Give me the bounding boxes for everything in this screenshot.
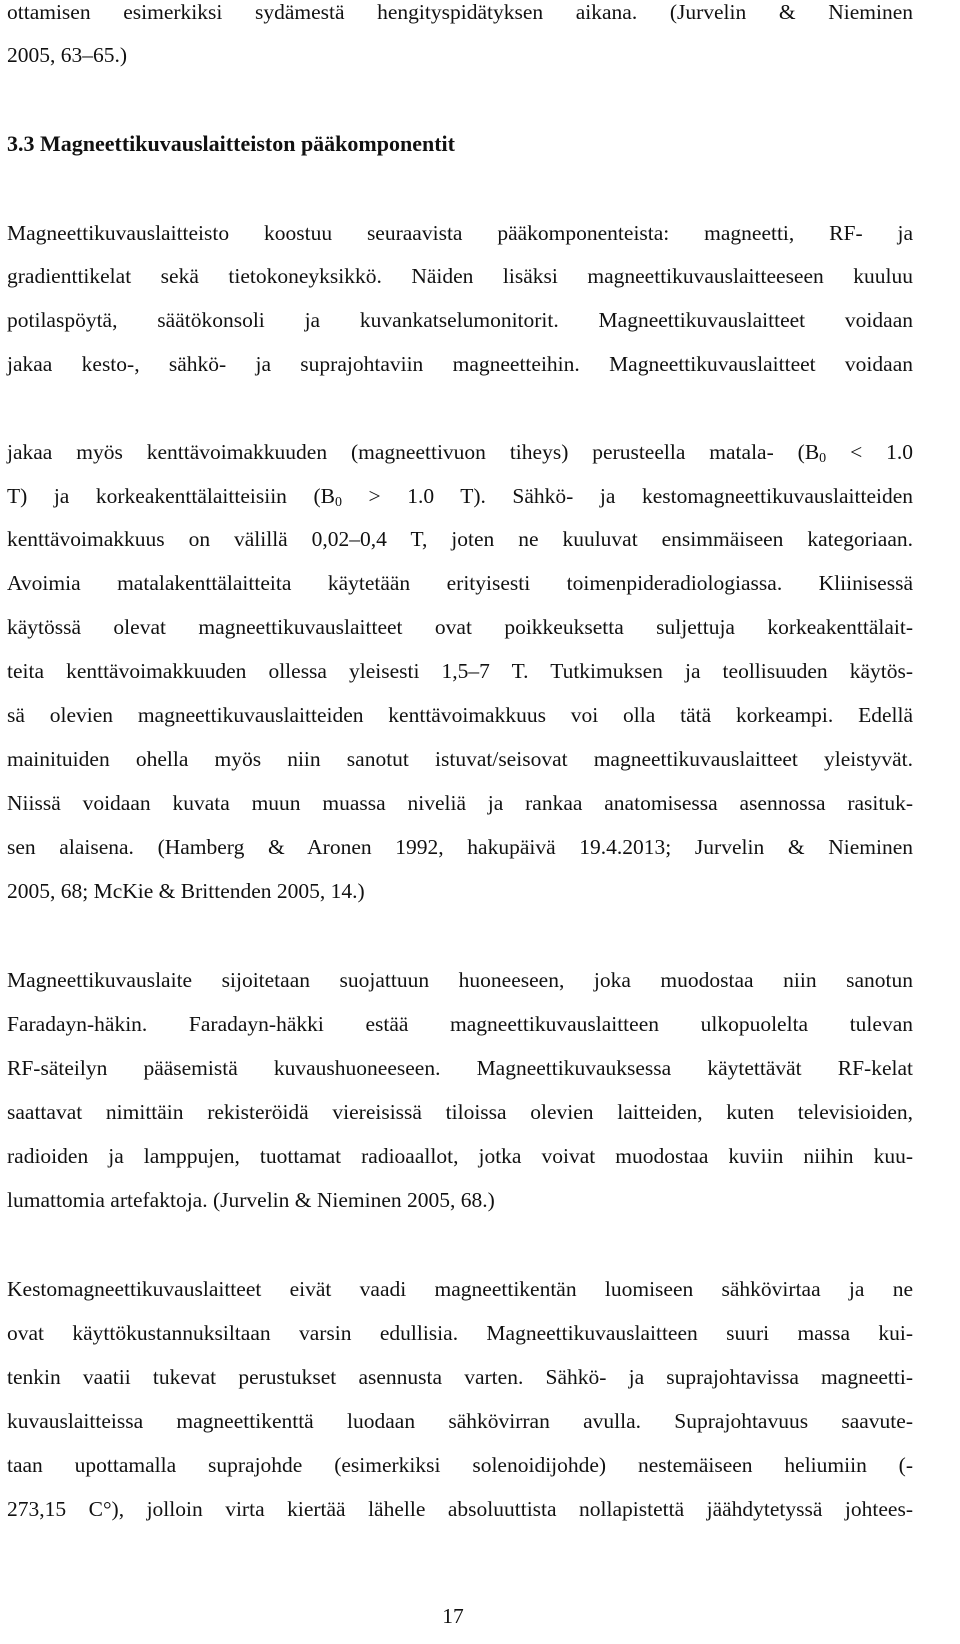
text-line: teita kenttävoimakkuuden ollessa yleisesti 1,5–7 T. Tutkimuksen ja teollisuuden käytös- — [7, 659, 913, 683]
text-run: jakaa myös kenttävoimakkuuden (magneettivuon tiheys) perusteella matala- (B — [7, 440, 820, 464]
text-line — [7, 476, 913, 516]
text-line: 273,15 C°), jolloin virta kiertää lähelle absoluuttista nollapistettä jäähdytetyssä johtees- — [7, 1497, 913, 1521]
text-line: ovat käyttökustannuksiltaan varsin edullisia. Magneettikuvauslaitteen suuri massa kui- — [7, 1321, 913, 1345]
text-line: Niissä voidaan kuvata muun muassa niveliä ja rankaa anatomisessa asennossa rasituk- — [7, 791, 913, 815]
text-line: taan upottamalla suprajohde (esimerkiksi solenoidijohde) nestemäiseen heliumiin (- — [7, 1453, 913, 1477]
text-line: mainituiden ohella myös niin sanotut istuvat/seisovat magneettikuvauslaitteet yleistyvät. — [7, 747, 913, 771]
text-line: saattavat nimittäin rekisteröidä viereisissä tiloissa olevien laitteiden, kuten televisioiden, — [7, 1100, 913, 1124]
text-line: ottamisen esimerkiksi sydämestä hengityspidätyksen aikana. (Jurvelin & Nieminen — [7, 0, 913, 24]
text-line: radioiden ja lamppujen, tuottamat radioaallot, jotka voivat muodostaa kuviin niihin kuu- — [7, 1144, 913, 1168]
text-line: kenttävoimakkuus on välillä 0,02–0,4 T, joten ne kuuluvat ensimmäiseen kategoriaan. — [7, 527, 913, 551]
text-line: Avoimia matalakenttälaitteita käytetään erityisesti toimenpideradiologiassa. Kliinisessä — [7, 571, 913, 595]
text-line: Magneettikuvauslaitteisto koostuu seuraavista pääkomponenteista: magneetti, RF- ja — [7, 221, 913, 245]
text-run: > 1.0 T). Sähkö- ja kestomagneettikuvauslaitteiden — [341, 484, 913, 508]
text-run: < 1.0 — [826, 440, 913, 464]
subscript: 0 — [334, 495, 342, 510]
text-line: Kestomagneettikuvauslaitteet eivät vaadi magneettikentän luomiseen sähkövirtaa ja ne — [7, 1277, 913, 1301]
text-line: 2005, 63–65.) — [7, 43, 128, 67]
section-heading: 3.3 Magneettikuvauslaitteiston pääkomponentit — [7, 131, 455, 156]
text-line: käytössä olevat magneettikuvauslaitteet ovat poikkeuksetta suljettuja korkeakenttälait- — [7, 615, 913, 639]
text-line: lumattomia artefaktoja. (Jurvelin & Nieminen 2005, 68.) — [7, 1188, 495, 1212]
text-line — [7, 432, 913, 472]
text-line: sen alaisena. (Hamberg & Aronen 1992, hakupäivä 19.4.2013; Jurvelin & Nieminen — [7, 835, 913, 859]
text-line: gradienttikelat sekä tietokoneyksikkö. Näiden lisäksi magneettikuvauslaitteeseen kuuluu — [7, 264, 913, 288]
text-line — [7, 387, 913, 427]
text-line: potilaspöytä, säätökonsoli ja kuvankatselumonitorit. Magneettikuvauslaitteet voidaan — [7, 308, 913, 332]
text-line: Magneettikuvauslaite sijoitetaan suojattuun huoneeseen, joka muodostaa niin sanotun — [7, 968, 913, 992]
page-number: 17 — [442, 1604, 464, 1628]
subscript: 0 — [819, 451, 827, 466]
text-run: T) ja korkeakenttälaitteisiin (B — [7, 484, 335, 508]
text-line: tenkin vaatii tukevat perustukset asennusta varten. Sähkö- ja suprajohtavissa magneetti- — [7, 1365, 913, 1389]
text-line: RF-säteilyn pääsemistä kuvaushuoneeseen. Magneettikuvauksessa käytettävät RF-kelat — [7, 1056, 913, 1080]
text-line: 2005, 68; McKie & Brittenden 2005, 14.) — [7, 879, 365, 903]
text-line: Faradayn-häkin. Faradayn-häkki estää magneettikuvauslaitteen ulkopuolelta tulevan — [7, 1012, 913, 1036]
text-line: kuvauslaitteissa magneettikenttä luodaan sähkövirran avulla. Suprajohtavuus saavute- — [7, 1409, 913, 1433]
text-line: jakaa kesto-, sähkö- ja suprajohtaviin magneetteihin. Magneettikuvauslaitteet voidaan — [7, 352, 913, 376]
text-line: sä olevien magneettikuvauslaitteiden kenttävoimakkuus voi olla tätä korkeampi. Edellä — [7, 703, 913, 727]
